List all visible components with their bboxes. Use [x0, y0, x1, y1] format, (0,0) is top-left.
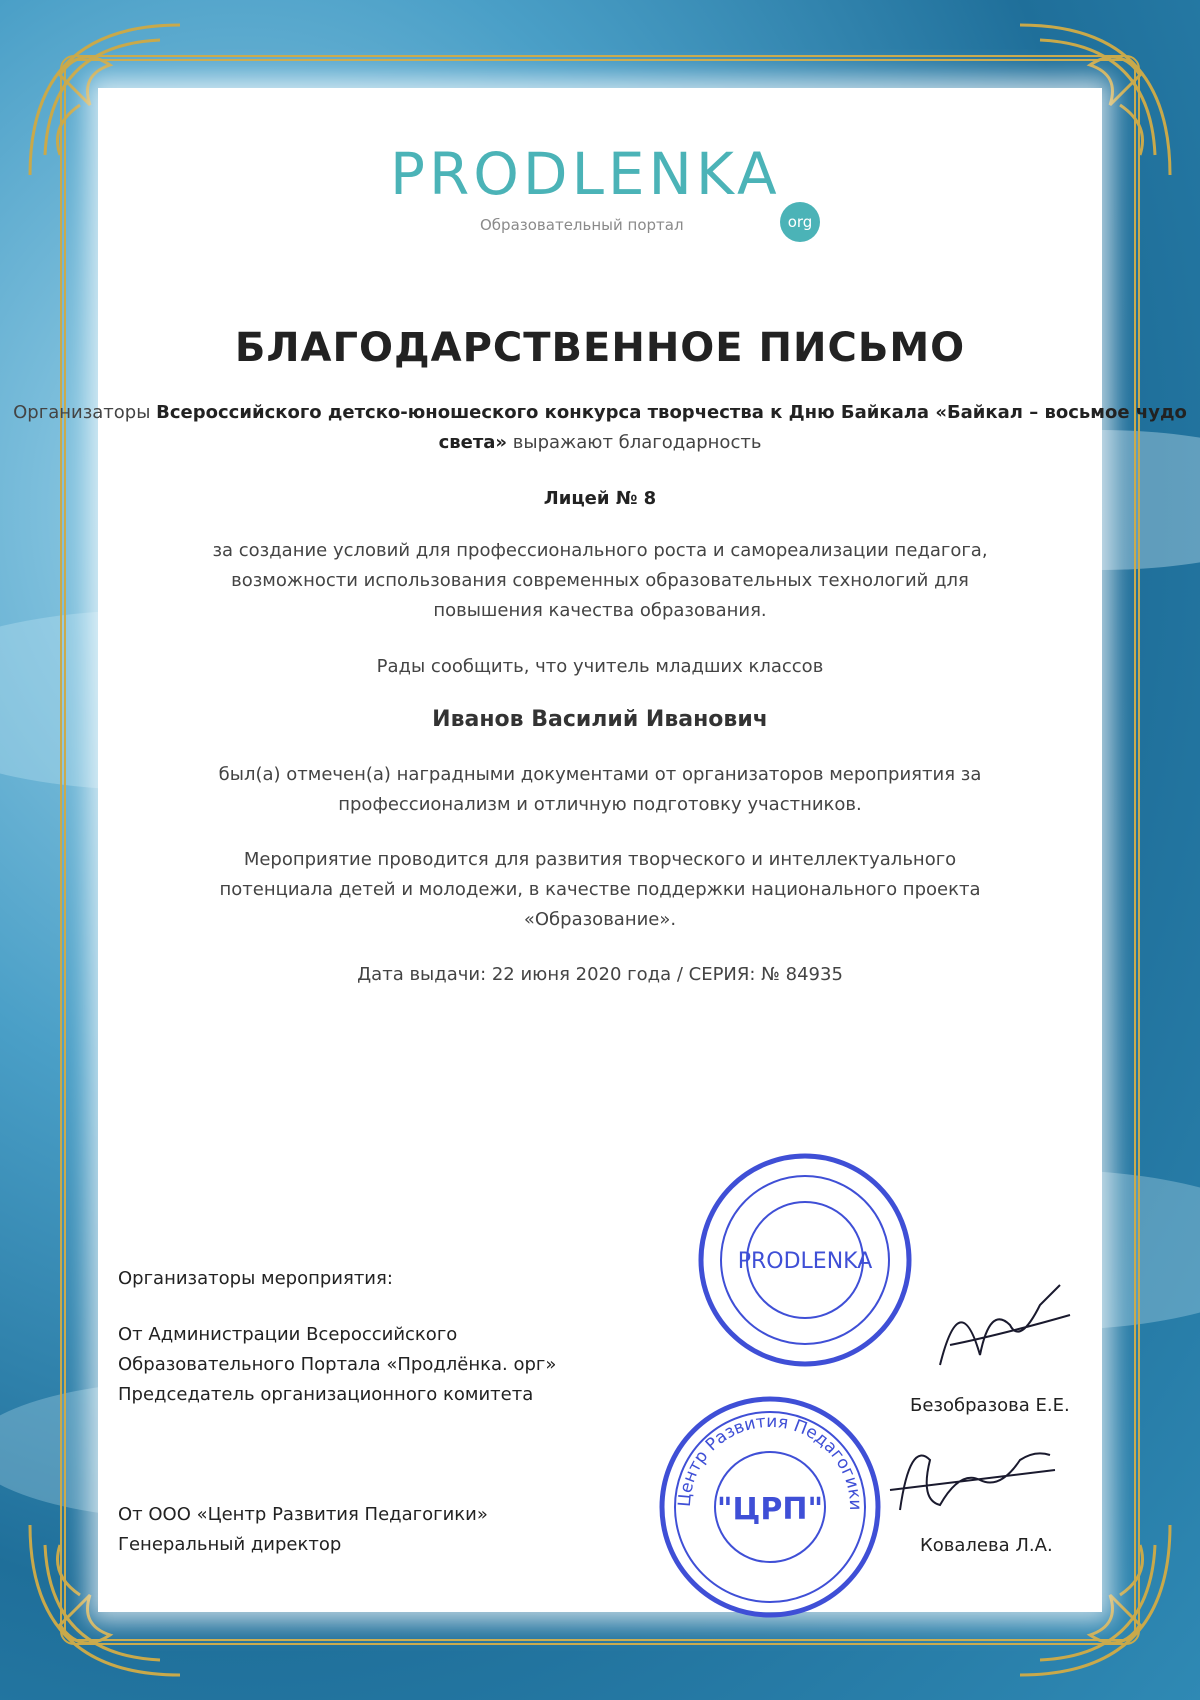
logo-subtitle: Образовательный портал — [480, 216, 684, 234]
signature-2 — [880, 1420, 1060, 1540]
letter-title: БЛАГОДАРСТВЕННОЕ ПИСЬМО — [234, 325, 966, 371]
issue-date-series: Дата выдачи: 22 июня 2020 года / СЕРИЯ: № 84935 — [357, 964, 843, 985]
logo-org-badge: org — [780, 202, 820, 242]
seal-ring-text: Центр Развития Педагогики — [674, 1411, 866, 1511]
organization-name: Лицей № 8 — [543, 488, 657, 509]
reason-paragraph: за создание условий для профессионального роста и самореализации педагога, возможности использования современных образовательных технологий для повышения качества образования. — [212, 540, 988, 621]
intro-paragraph — [0, 398, 1200, 458]
purpose-paragraph: Мероприятие проводится для развития творческого и интеллектуального потенциала детей и молодежи, в качестве поддержки национального проекта «Образование». — [219, 849, 981, 930]
ooo-line-2: Генеральный директор — [118, 1534, 342, 1555]
crp-seal — [658, 1395, 883, 1620]
signer-bezobrazova: Безобразова Е.Е. — [910, 1395, 1070, 1416]
ooo-organizer-block — [118, 1500, 488, 1560]
prodlenka-logo — [380, 140, 840, 245]
logo-wordmark: PRODLENKA — [390, 140, 781, 208]
awarded-paragraph: был(а) отмечен(а) наградными документами от организаторов мероприятия за профессионализм и отличную подготовку участников. — [218, 764, 982, 815]
seal-logo-text: PRODLENKA — [737, 1249, 873, 1274]
contest-name: Всероссийского детско-юношеского конкурса творчества к Дню Байкала «Байкал – восьмое чудо света» — [156, 402, 1187, 453]
admin-line-2: Образовательного Портала «Продлёнка. орг» — [118, 1354, 557, 1375]
announce-paragraph: Рады сообщить, что учитель младших классов — [376, 656, 824, 677]
admin-line-3: Председатель организационного комитета — [118, 1384, 534, 1405]
signature-1 — [920, 1265, 1080, 1395]
ooo-line-1: От ООО «Центр Развития Педагогики» — [118, 1504, 488, 1525]
intro-suffix: выражают благодарность — [507, 432, 762, 453]
admin-line-1: От Администрации Всероссийского — [118, 1324, 458, 1345]
prodlenka-seal — [695, 1150, 915, 1370]
organizers-heading: Организаторы мероприятия: — [118, 1268, 393, 1289]
intro-prefix: Организаторы — [13, 402, 157, 423]
seal-center-text: "ЦРП" — [716, 1492, 824, 1527]
admin-organizer-block — [118, 1320, 556, 1410]
person-name: Иванов Василий Иванович — [432, 707, 768, 732]
signer-kovaleva: Ковалева Л.А. — [920, 1535, 1053, 1556]
